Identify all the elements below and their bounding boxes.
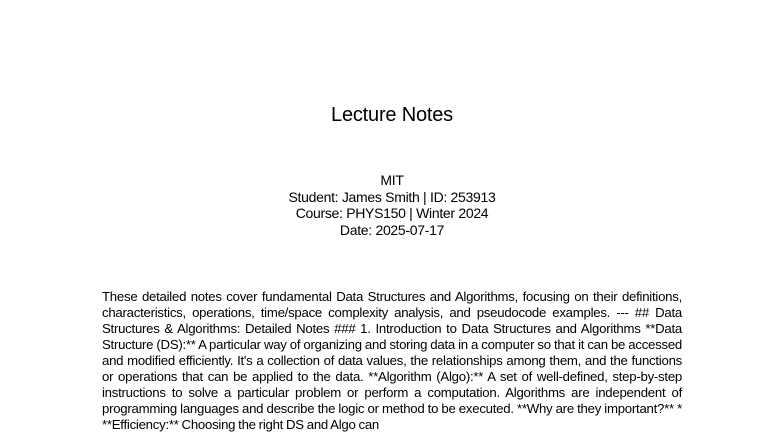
institution: MIT <box>380 172 404 188</box>
course-info: Course: PHYS150 | Winter 2024 <box>295 205 489 221</box>
document-title: Lecture Notes <box>331 104 453 126</box>
document-meta <box>0 172 784 238</box>
date: Date: 2025-07-17 <box>339 221 445 238</box>
body-paragraph: These detailed notes cover fundamental Data Structures and Algorithms, focusing on their definitions, characteristics, operations, time/space complexity analysis, and pseudocode examples. --- ## Data Structures & Algorithms: Detailed Notes ### 1. Introduction to Data Structures and Algorithms **Data Structure (DS):** A particular way of organizing and storing data in a computer so that it can be accessed and modified efficiently. It's a collection of data values, the relationships among them, and the functions or operations that can be applied to the data. **Algorithm (Algo):** A set of well-defined, step-by-step instructions to solve a particular problem or perform a computation. Algorithms are independent of programming languages and describe the logic or method to be executed. **Why are they important?** * **Efficiency:** Choosing the right DS and Algo can <box>102 289 682 432</box>
student-info: Student: James Smith | ID: 253913 <box>288 188 496 205</box>
